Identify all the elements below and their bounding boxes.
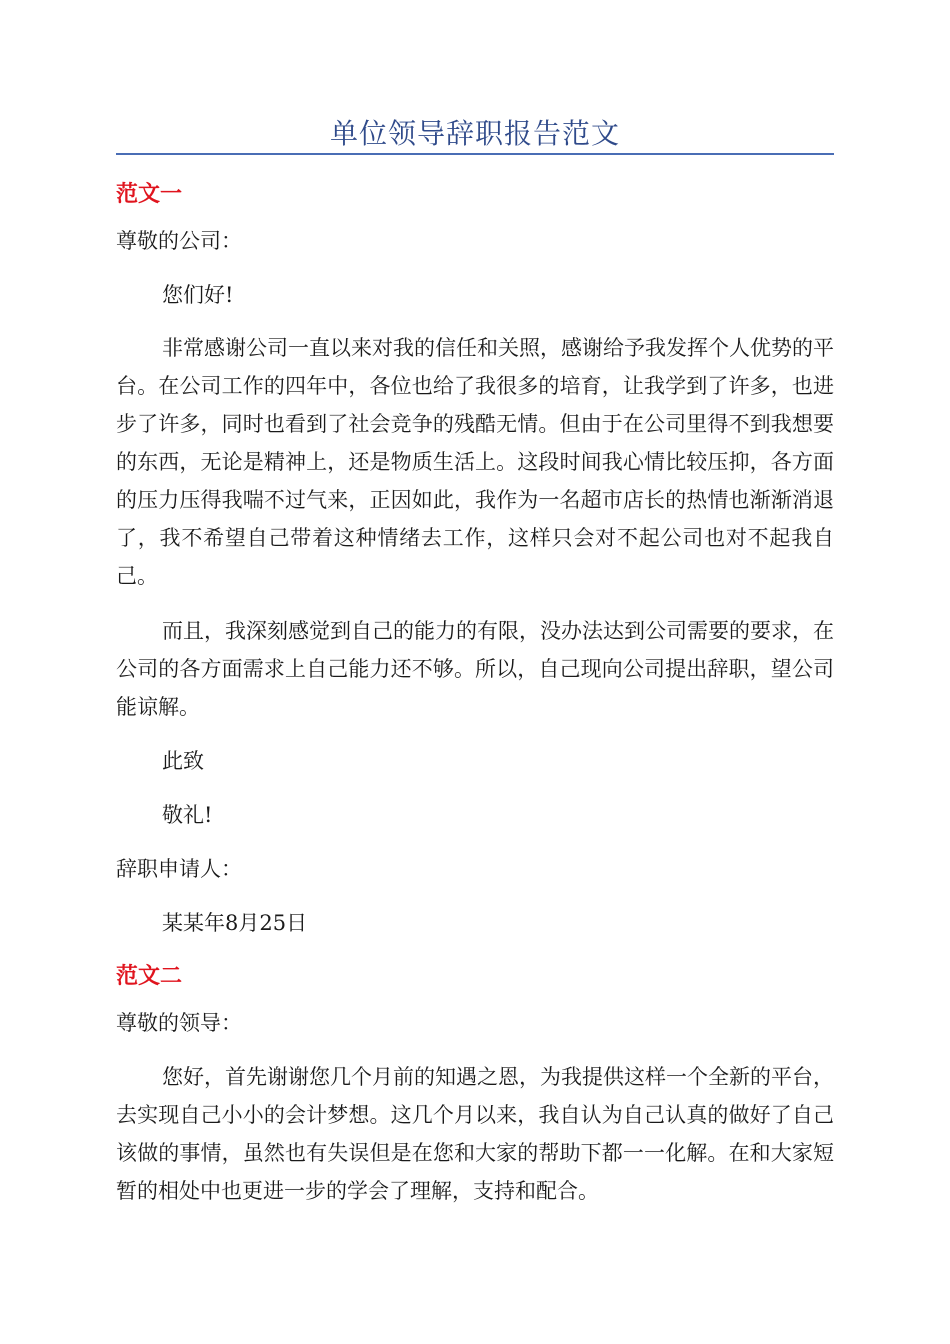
greeting: 您们好! [162, 283, 234, 307]
title-underline [116, 153, 834, 155]
section-heading-sample-2: 范文二 [116, 964, 183, 989]
section-heading-sample-1: 范文一 [116, 182, 183, 207]
body-paragraph: 而且，我深刻感觉到自己的能力的有限，没办法达到公司需要的要求，在公司的各方面需求上自己能力还不够。所以，自己现向公司提出辞职，望公司能谅解。 [116, 619, 834, 719]
closing-line: 此致 [162, 749, 204, 773]
body-paragraph: 非常感谢公司一直以来对我的信任和关照，感谢给予我发挥个人优势的平台。在公司工作的四年中，各位也给了我很多的培育，让我学到了许多，也进步了许多，同时也看到了社会竞争的残酷无情。但由于在公司里得不到我想要的东西，无论是精神上，还是物质生活上。这段时间我心情比较压抑，各方面的压力压得我喘不过气来，正因如此，我作为一名超市店长的热情也渐渐消退了，我不希望自己带着这种情绪去工作，这样只会对不起公司也对不起我自己。 [116, 336, 834, 588]
salutation: 尊敬的公司： [116, 229, 242, 253]
date-line: 某某年8月25日 [162, 911, 308, 935]
signature-label: 辞职申请人： [116, 857, 242, 881]
body-paragraph: 您好，首先谢谢您几个月前的知遇之恩，为我提供这样一个全新的平台，去实现自己小小的会计梦想。这几个月以来，我自认为自己认真的做好了自己该做的事情，虽然也有失误但是在您和大家的帮助下都一一化解。在和大家短暂的相处中也更进一步的学会了理解，支持和配合。 [116, 1065, 834, 1203]
salutation: 尊敬的领导： [116, 1011, 242, 1035]
closing-line: 敬礼! [162, 803, 213, 827]
document-title: 单位领导辞职报告范文 [329, 117, 620, 150]
